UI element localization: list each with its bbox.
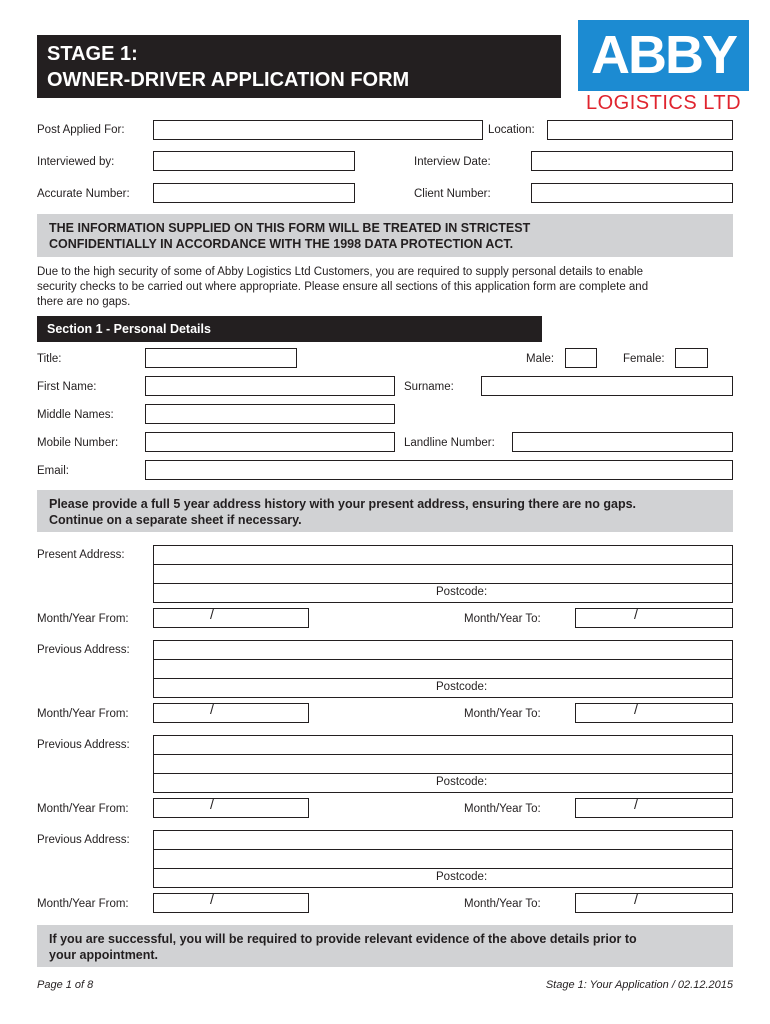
date-separator: / — [210, 891, 214, 907]
date-separator: / — [634, 891, 638, 907]
previous-address-3-line2-field[interactable] — [153, 849, 733, 869]
client-number-label: Client Number: — [414, 188, 491, 200]
previous-address-1-line1-field[interactable] — [153, 640, 733, 660]
date-separator: / — [210, 796, 214, 812]
month-year-from-label: Month/Year From: — [37, 803, 129, 815]
month-year-from-field[interactable] — [153, 608, 309, 628]
intro-line2: security checks to be carried out where appropriate. Please ensure all sections of this application form are complete and — [37, 281, 649, 293]
date-separator: / — [210, 701, 214, 717]
mobile-number-label: Mobile Number: — [37, 437, 119, 449]
male-checkbox[interactable] — [565, 348, 597, 368]
interviewed-by-field[interactable] — [153, 151, 355, 171]
postcode-label: Postcode: — [436, 681, 488, 693]
month-year-from-field[interactable] — [153, 703, 309, 723]
evidence-notice — [37, 925, 733, 967]
previous-address-1-postcode-field[interactable] — [153, 678, 733, 698]
female-checkbox[interactable] — [675, 348, 708, 368]
accurate-number-label: Accurate Number: — [37, 188, 130, 200]
month-year-to-label: Month/Year To: — [464, 613, 541, 625]
interviewed-by-label: Interviewed by: — [37, 156, 115, 168]
page-number: Page 1 of 8 — [37, 979, 94, 991]
previous-address-label: Previous Address: — [37, 644, 130, 656]
mobile-number-field[interactable] — [145, 432, 395, 452]
month-year-to-field[interactable] — [575, 893, 733, 913]
confidentiality-notice-line1: THE INFORMATION SUPPLIED ON THIS FORM WILL BE TREATED IN STRICTEST — [49, 221, 531, 235]
company-logo-subtitle: LOGISTICS LTD — [585, 92, 742, 114]
interview-date-field[interactable] — [531, 151, 733, 171]
evidence-notice-line1: If you are successful, you will be required to provide relevant evidence of the above details prior to — [49, 932, 637, 946]
client-number-field[interactable] — [531, 183, 733, 203]
interview-date-label: Interview Date: — [414, 156, 491, 168]
date-separator: / — [210, 606, 214, 622]
form-title-line2: OWNER-DRIVER APPLICATION FORM — [47, 69, 410, 91]
evidence-notice-line2: your appointment. — [49, 948, 159, 962]
previous-address-label: Previous Address: — [37, 834, 130, 846]
date-separator: / — [634, 701, 638, 717]
company-logo: ABBY — [578, 20, 749, 91]
month-year-to-label: Month/Year To: — [464, 803, 541, 815]
month-year-from-label: Month/Year From: — [37, 708, 129, 720]
first-name-field[interactable] — [145, 376, 395, 396]
month-year-to-field[interactable] — [575, 608, 733, 628]
month-year-to-field[interactable] — [575, 798, 733, 818]
email-label: Email: — [37, 465, 69, 477]
confidentiality-notice-line2: CONFIDENTIALLY IN ACCORDANCE WITH THE 1998 DATA PROTECTION ACT. — [49, 237, 514, 251]
month-year-to-field[interactable] — [575, 703, 733, 723]
previous-address-2-postcode-field[interactable] — [153, 773, 733, 793]
section-1-header: Section 1 - Personal Details — [37, 316, 542, 342]
intro-line3: there are no gaps. — [37, 296, 131, 308]
month-year-from-field[interactable] — [153, 893, 309, 913]
month-year-to-label: Month/Year To: — [464, 708, 541, 720]
previous-address-1-line2-field[interactable] — [153, 659, 733, 679]
middle-names-label: Middle Names: — [37, 409, 114, 421]
title-label: Title: — [37, 353, 62, 365]
form-title — [37, 35, 561, 98]
landline-number-field[interactable] — [512, 432, 733, 452]
accurate-number-field[interactable] — [153, 183, 355, 203]
postcode-label: Postcode: — [436, 776, 488, 788]
previous-address-2-line2-field[interactable] — [153, 754, 733, 774]
location-field[interactable] — [547, 120, 733, 140]
email-field[interactable] — [145, 460, 733, 480]
month-year-to-label: Month/Year To: — [464, 898, 541, 910]
previous-address-3-postcode-field[interactable] — [153, 868, 733, 888]
address-history-notice-line2: Continue on a separate sheet if necessary. — [49, 513, 302, 527]
intro-paragraph — [37, 265, 737, 310]
postcode-label: Postcode: — [436, 871, 488, 883]
surname-label: Surname: — [404, 381, 454, 393]
month-year-from-label: Month/Year From: — [37, 898, 129, 910]
post-applied-for-label: Post Applied For: — [37, 124, 125, 136]
date-separator: / — [634, 796, 638, 812]
surname-field[interactable] — [481, 376, 733, 396]
landline-number-label: Landline Number: — [404, 437, 495, 449]
address-history-notice — [37, 490, 733, 532]
stage-reference: Stage 1: Your Application / 02.12.2015 — [545, 979, 733, 991]
postcode-label: Postcode: — [436, 586, 488, 598]
previous-address-label: Previous Address: — [37, 739, 130, 751]
title-field[interactable] — [145, 348, 297, 368]
present-address-label: Present Address: — [37, 549, 125, 561]
previous-address-3-line1-field[interactable] — [153, 830, 733, 850]
female-label: Female: — [623, 353, 665, 365]
present-postcode-field[interactable] — [153, 583, 733, 603]
previous-address-2-line1-field[interactable] — [153, 735, 733, 755]
post-applied-for-field[interactable] — [153, 120, 483, 140]
male-label: Male: — [526, 353, 555, 365]
date-separator: / — [634, 606, 638, 622]
form-title-line1: STAGE 1: — [47, 43, 138, 65]
month-year-from-label: Month/Year From: — [37, 613, 129, 625]
location-label: Location: — [488, 124, 535, 136]
address-history-notice-line1: Please provide a full 5 year address history with your present address, ensuring there are no gaps. — [49, 497, 637, 511]
first-name-label: First Name: — [37, 381, 97, 393]
present-address-line2-field[interactable] — [153, 564, 733, 584]
confidentiality-notice — [37, 214, 733, 257]
intro-line1: Due to the high security of some of Abby Logistics Ltd Customers, you are required to supply personal details to enable — [37, 266, 644, 278]
present-address-line1-field[interactable] — [153, 545, 733, 565]
month-year-from-field[interactable] — [153, 798, 309, 818]
middle-names-field[interactable] — [145, 404, 395, 424]
